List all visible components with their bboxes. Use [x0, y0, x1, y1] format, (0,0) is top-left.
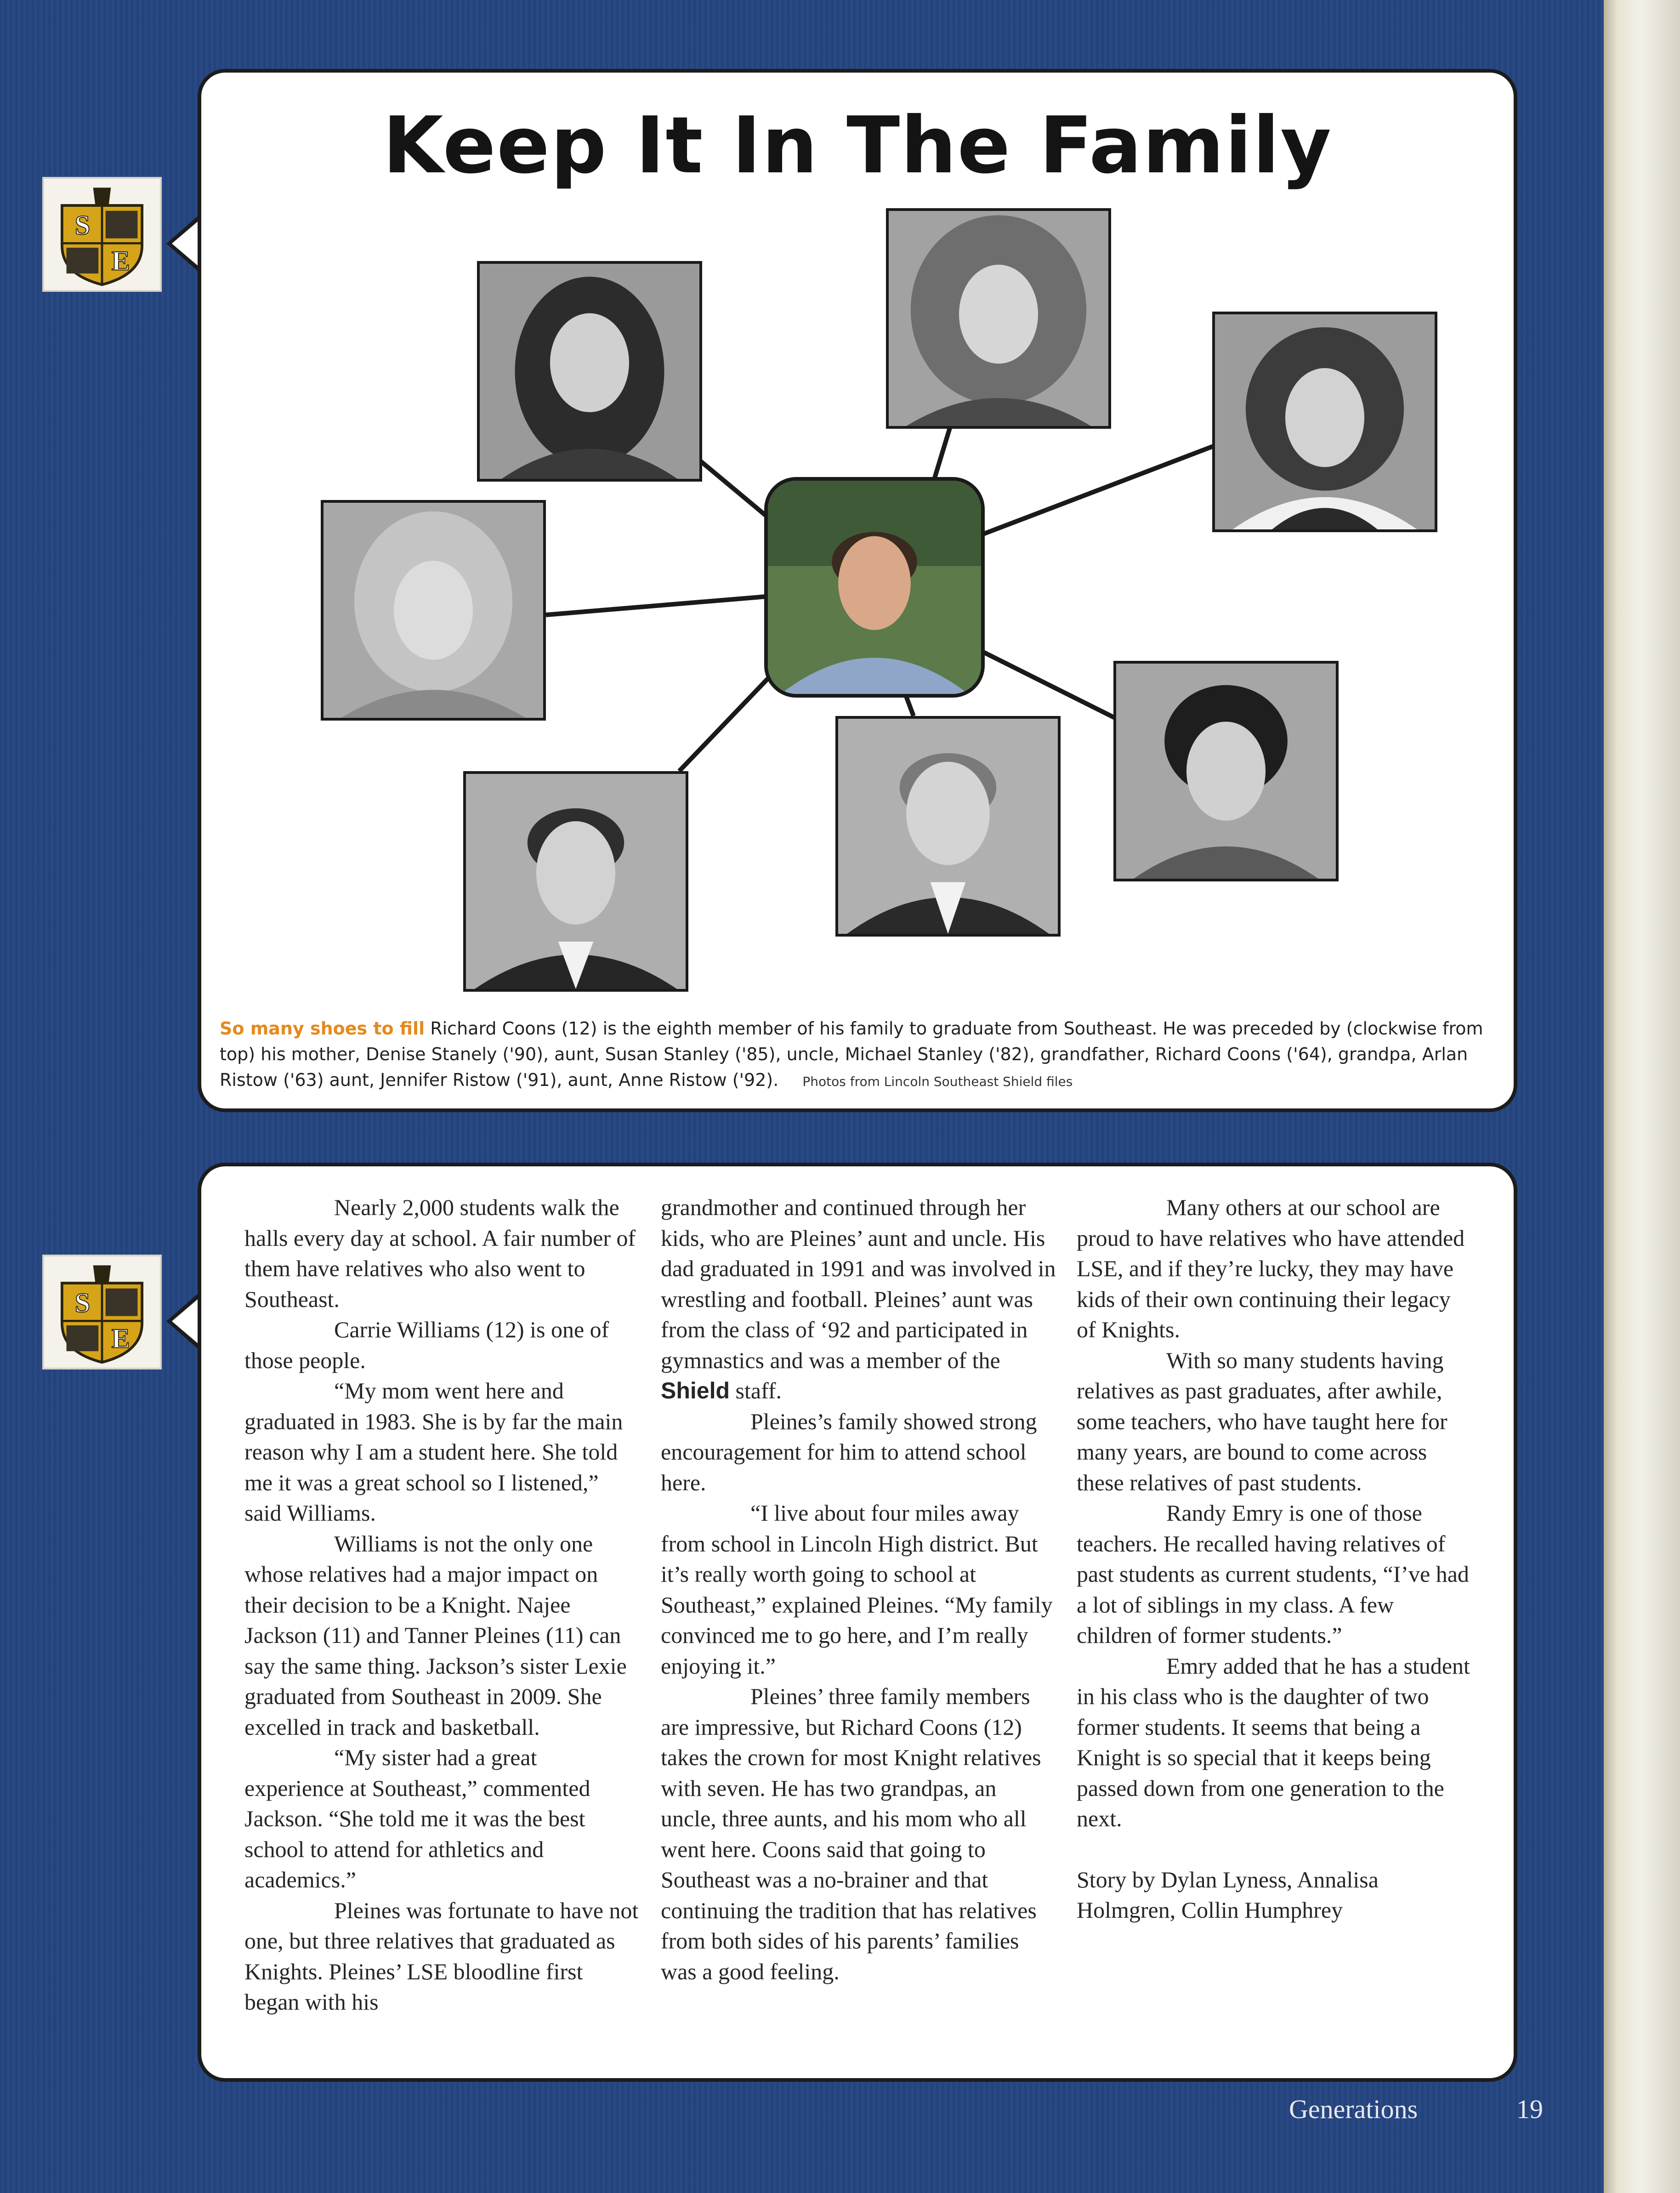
story-column-2: [661, 1192, 1056, 1987]
section-label: Generations: [1289, 2094, 1418, 2124]
page-binding-edge: [1604, 0, 1680, 2193]
shield-publication-name: Shield: [661, 1378, 730, 1403]
center-portrait-photo: [764, 477, 985, 698]
portrait-icon: [324, 503, 543, 718]
story-paragraph: “My sister had a great experience at Southeast,” commented Jackson. “She told me it was the best school to attend for athletics and academics.”: [244, 1744, 590, 1892]
story-byline: Story by Dylan Lyness, Annalisa Holmgren, Collin Humphrey: [1077, 1866, 1379, 1923]
story-paragraph: “My mom went here and graduated in 1983. She is by far the main reason why I am a student here. She told me it was a great school so I listened,” said Williams.: [244, 1378, 623, 1526]
portrait-photo-bottom-left: [463, 771, 688, 992]
portrait-icon: [838, 719, 1058, 934]
story-paragraph: Pleines’ three family members are impressive, but Richard Coons (12) takes the crown for most Knight relatives with seven. He has two grandpas, an uncle, three aunts, and his mom who all went here. Coons said that going to Southeast was a no-brainer and that continuing the tradition that has relatives from both sides of his parents’ families was a good feeling.: [661, 1683, 1041, 1984]
photo-credit: Photos from Lincoln Southeast Shield files: [802, 1074, 1073, 1089]
portrait-icon: [480, 264, 699, 479]
svg-text:S: S: [74, 210, 91, 240]
portrait-photo-top-center: [886, 208, 1111, 429]
story-column-3: [1077, 1192, 1472, 1926]
story-paragraph: Nearly 2,000 students walk the halls every day at school. A fair number of them have relatives who also went to Southeast.: [244, 1194, 636, 1312]
photo-caption: [220, 1016, 1497, 1095]
story-paragraph: Carrie Williams (12) is one of those people.: [244, 1317, 609, 1373]
svg-text:S: S: [74, 1288, 91, 1318]
story-paragraph: Many others at our school are proud to have relatives who have attended LSE, and if they’re lucky, they may have kids of their own continuing their legacy of Knights.: [1077, 1194, 1465, 1342]
portrait-icon: [889, 211, 1108, 426]
school-crest-icon: [42, 177, 162, 292]
page-title: Keep It In The Family: [382, 100, 1333, 191]
portrait-photo-top-right: [1212, 312, 1437, 532]
portrait-photo-top-left: [477, 261, 702, 482]
center-portrait-icon: [768, 481, 981, 694]
page-number: 19: [1516, 2094, 1543, 2124]
story-paragraph: With so many students having relatives as past graduates, after awhile, some teachers, who have taught here for many years, are bound to come across these relatives of past students.: [1077, 1347, 1447, 1495]
portrait-icon: [1215, 314, 1435, 529]
svg-text:E: E: [111, 245, 130, 276]
story-paragraph: grandmother and continued through her kids, who are Pleines’ aunt and uncle. His dad graduated in 1991 and was involved in wrestling and football. Pleines’ aunt was from the class of ‘92 and participated in gymnastics and was a member of the Shield staff.: [661, 1194, 1056, 1403]
caption-lead: So many shoes to fill: [220, 1018, 425, 1039]
portrait-icon: [466, 774, 686, 989]
portrait-icon: [1116, 664, 1336, 879]
story-panel: [198, 1163, 1517, 2082]
story-paragraph: Pleines’s family showed strong encouragement for him to attend school here.: [661, 1408, 1037, 1495]
svg-text:E: E: [111, 1323, 130, 1354]
story-paragraph: Williams is not the only one whose relatives had a major impact on their decision to be a Knight. Najee Jackson (11) and Tanner Pleines (11) can say the same thing. Jackson’s sister Lexie graduated from Southeast in 2009. She excelled in track and basketball.: [244, 1530, 627, 1740]
portrait-photo-bottom-center: [835, 716, 1061, 937]
story-paragraph: Emry added that he has a student in his class who is the daughter of two former students. It seems that being a Knight is so special that it keeps being passed down from one generation to the next.: [1077, 1653, 1470, 1831]
story-column-1: [244, 1192, 640, 2017]
story-paragraph: Randy Emry is one of those teachers. He recalled having relatives of past students as current students, “I’ve had a lot of siblings in my class. A few children of former students.”: [1077, 1500, 1469, 1648]
portrait-photo-left: [321, 500, 546, 721]
photo-panel: [198, 69, 1517, 1112]
portrait-photo-bottom-right: [1113, 661, 1339, 881]
story-paragraph: Pleines was fortunate to have not one, but three relatives that graduated as Knights. Pleines’ LSE bloodline first began with his: [244, 1897, 639, 2015]
story-paragraph: “I live about four miles away from school in Lincoln High district. But it’s really worth going to school at Southeast,” explained Pleines. “My family convinced me to go here, and I’m really enjoying it.”: [661, 1500, 1053, 1679]
school-crest-icon: [42, 1255, 162, 1369]
caption-text: Richard Coons (12) is the eighth member of his family to graduate from Southeast. He was preceded by (clockwise from top) his mother, Denise Stanely ('90), aunt, Susan Stanley ('85), uncle, Michael Stanley ('82), grandfather, Richard Coons ('64), grandpa, Arlan Ristow ('63) aunt, Jennifer Ristow ('91), aunt, Anne Ristow ('92).: [220, 1018, 1483, 1090]
